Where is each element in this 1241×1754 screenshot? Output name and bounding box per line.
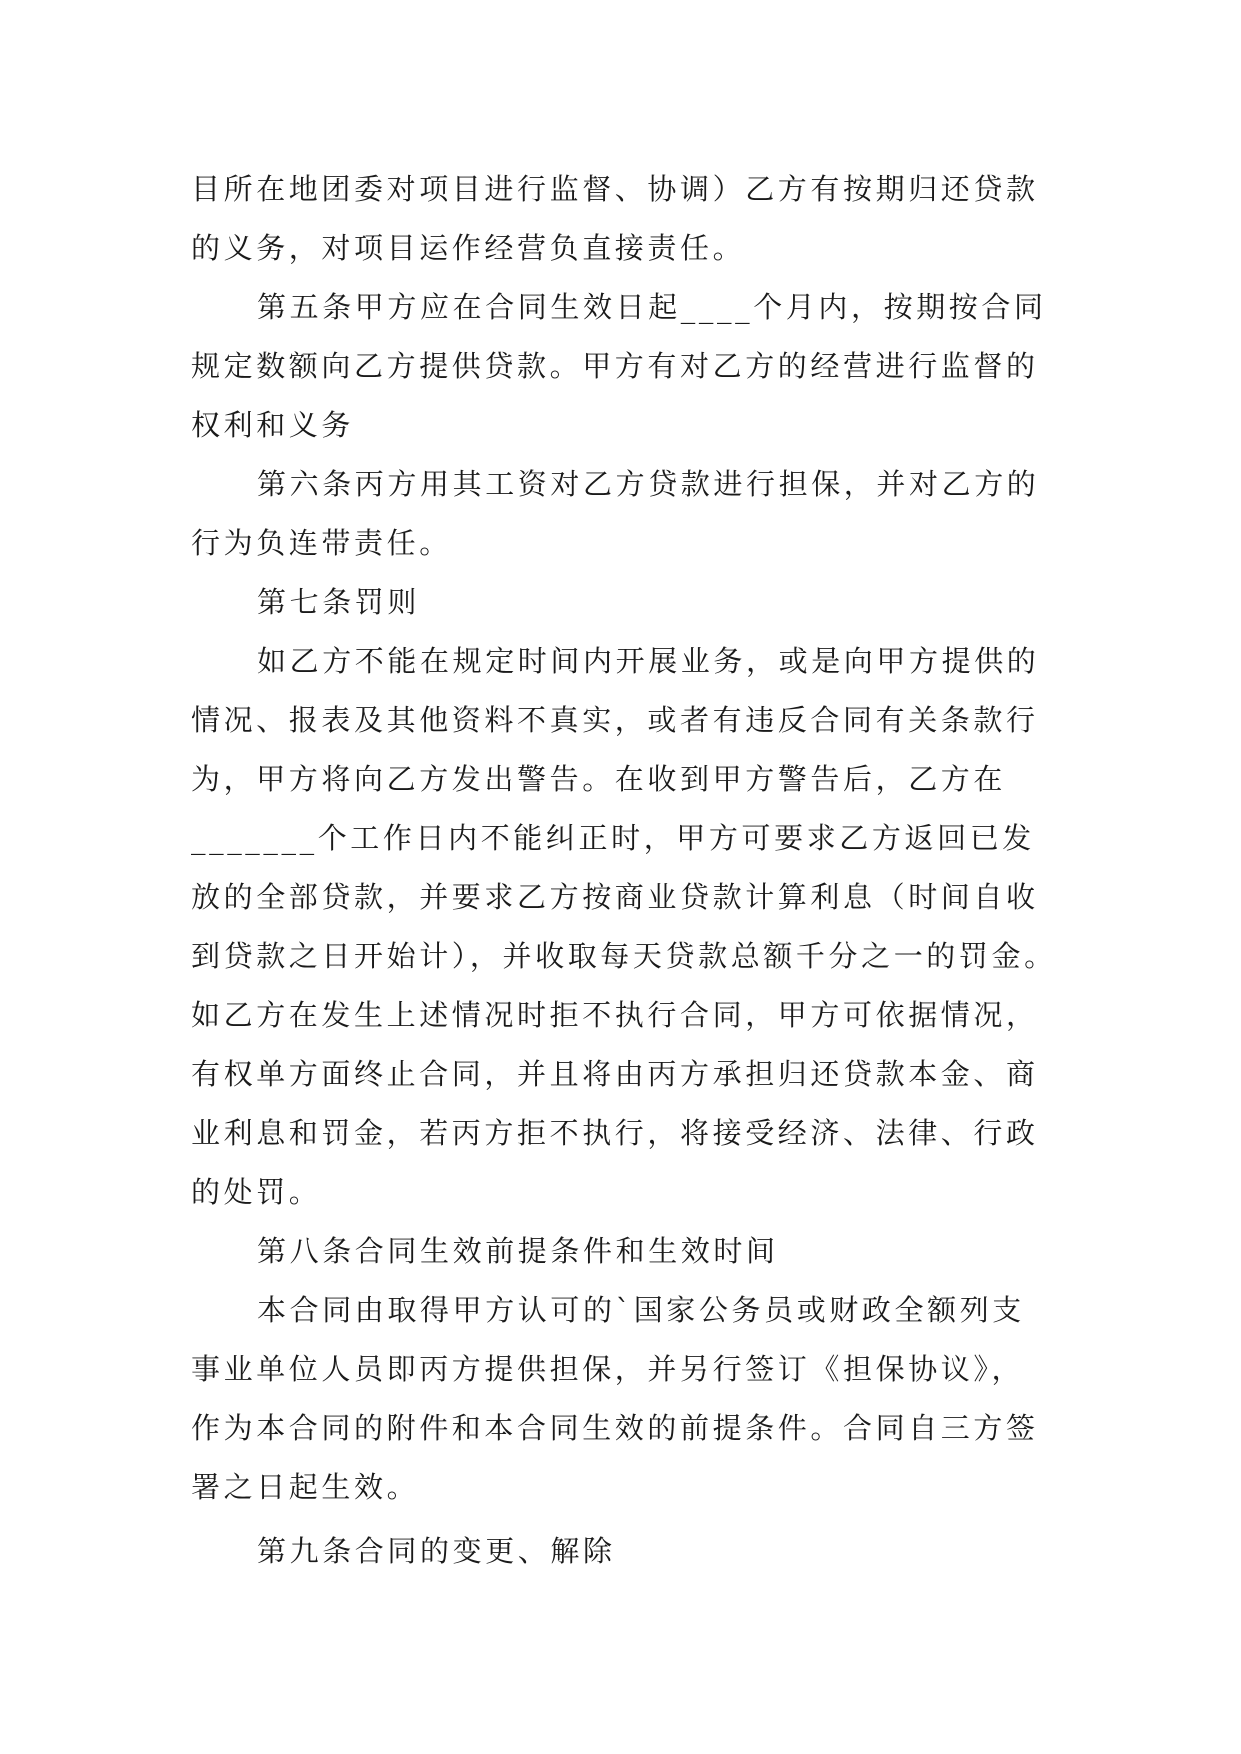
document-body [191,160,1057,1581]
text-line: 规定数额向乙方提供贷款。甲方有对乙方的经营进行监督的 [191,349,1039,383]
text-line: 第九条合同的变更、解除 [257,1534,616,1568]
heading-article-7 [191,573,1051,632]
paragraph-article-6 [191,455,1051,573]
text-line: 署之日起生效。 [191,1470,420,1504]
text-line: 情况、报表及其他资料不真实，或者有违反合同有关条款行 [191,703,1039,737]
text-line: 权利和义务 [191,408,355,442]
text-line: 第七条罚则 [257,585,421,619]
text-line: 业利息和罚金，若丙方拒不执行，将接受经济、法律、行政 [191,1116,1039,1150]
text-line: 作为本合同的附件和本合同生效的前提条件。合同自三方签 [191,1411,1039,1445]
heading-article-9 [191,1522,1051,1581]
text-line: 第八条合同生效前提条件和生效时间 [257,1234,779,1268]
heading-article-8 [191,1222,1051,1281]
text-line: 的义务，对项目运作经营负直接责任。 [191,231,746,265]
text-line: 目所在地团委对项目进行监督、协调）乙方有按期归还贷款 [191,172,1039,206]
text-line: 第六条丙方用其工资对乙方贷款进行担保，并对乙方的 [257,467,1040,501]
paragraph-effectiveness [191,1281,1051,1517]
text-line: 行为负连带责任。 [191,526,452,560]
text-line: 事业单位人员即丙方提供担保，并另行签订《担保协议》， [191,1352,1025,1386]
text-line: 第五条甲方应在合同生效日起____个月内，按期按合同 [257,290,1047,324]
text-line: 有权单方面终止合同，并且将由丙方承担归还贷款本金、商 [191,1057,1039,1091]
text-line: 到贷款之日开始计），并收取每天贷款总额千分之一的罚金。 [191,939,1057,973]
text-line: 如乙方不能在规定时间内开展业务，或是向甲方提供的 [257,644,1040,678]
text-line: 本合同由取得甲方认可的`国家公务员或财政全额列支 [257,1293,1025,1327]
text-line: 如乙方在发生上述情况时拒不执行合同，甲方可依据情况， [191,998,1039,1032]
text-line: 的处罚。 [191,1175,322,1209]
paragraph-article-5 [191,278,1051,455]
paragraph-project-obligation [191,160,1051,278]
text-line: 为，甲方将向乙方发出警告。在收到甲方警告后，乙方在 [191,762,1007,796]
text-line: 放的全部贷款，并要求乙方按商业贷款计算利息（时间自收 [191,880,1039,914]
text-line: _______个工作日内不能纠正时，甲方可要求乙方返回已发 [191,821,1035,855]
paragraph-penalty [191,632,1057,1222]
